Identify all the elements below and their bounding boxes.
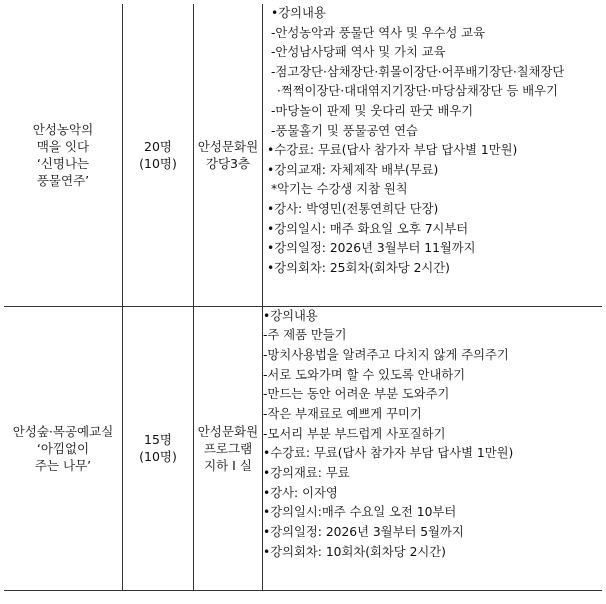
capacity-cell (123, 306, 194, 590)
program-name-line: 풍물연주’ (36, 172, 90, 188)
detail-line: •강의교재: 자체제작 배부(무료) (267, 162, 439, 177)
venue-line: 안성문화원 (197, 138, 259, 154)
capacity-line: (10명) (139, 449, 177, 464)
detail-line: •강사: 이자영 (263, 485, 338, 500)
detail-line: •강의내용 (271, 6, 326, 20)
detail-line: -망치사용법을 알려주고 다치지 않게 주의주기 (263, 347, 509, 362)
venue-line: 프로그램 (203, 440, 253, 456)
program-name-line: 안성숲·목공예교실 (12, 423, 114, 439)
detail-line: •강의재료: 무료 (263, 466, 350, 480)
program-name-line: ‘신명나는 (36, 155, 90, 171)
program-table (4, 4, 602, 591)
venue-line: 강당3층 (205, 155, 251, 171)
capacity-line: (10명) (139, 155, 177, 171)
venue-line: 안성문화원 (197, 423, 259, 439)
detail-line: -모서리 부분 부드럽게 사포질하기 (263, 426, 446, 441)
program-name-line: 주는 나무’ (34, 457, 92, 473)
detail-line: -점고장단·삼채장단·휘몰이장단·어푸배기장단·칠채장단 (271, 64, 565, 79)
detail-line: •수강료: 무료(답사 참가자 부담 답사별 1만원) (263, 446, 514, 461)
details-cell (263, 306, 603, 590)
program-name-line: 맥을 잇다 (36, 138, 90, 154)
venue-line: 지하 I 실 (204, 457, 252, 473)
program-name-cell (4, 4, 123, 306)
capacity-cell (123, 4, 194, 306)
detail-line: •강의일정: 2026년 3월부터 11월까지 (267, 241, 476, 256)
program-name-cell (4, 306, 123, 590)
detail-line: •강의일시:매주 수요일 오전 10부터 (263, 505, 457, 520)
program-name-line: 안성농악의 (32, 121, 94, 137)
detail-line: •강의회차: 10회차(회차당 2시간) (263, 544, 446, 559)
venue-cell (194, 4, 263, 306)
detail-line: -안성남사당패 역사 및 가치 교육 (271, 45, 446, 60)
detail-line: -풍물홀기 및 풍물공연 연습 (271, 123, 418, 138)
detail-line: ·쩍쩍이장단·대대엮지기장단·마당삼채장단 등 배우기 (277, 84, 558, 99)
detail-line: •강의일시: 매주 화요일 오후 7시부터 (267, 221, 469, 236)
detail-line: -주 제품 만들기 (263, 328, 347, 343)
capacity-line: 20명 (144, 138, 172, 154)
detail-line: •강사: 박영민(전통연희단 단장) (267, 201, 439, 216)
detail-line: •강의내용 (263, 308, 318, 323)
venue-cell (194, 306, 263, 590)
detail-line: •강의일정: 2026년 3월부터 5월까지 (263, 525, 464, 540)
detail-line: -안성농악과 풍물단 역사 및 우수성 교육 (271, 25, 486, 40)
detail-line: -작은 부재료로 예쁘게 꾸미기 (263, 406, 422, 421)
details-cell (263, 4, 603, 306)
detail-line: •강의회차: 25회차(회차당 2시간) (267, 260, 450, 275)
detail-line: •수강료: 무료(답사 참가자 부담 답사별 1만원) (267, 143, 518, 158)
detail-line: *악기는 수강생 지참 원칙 (271, 182, 408, 197)
program-name-line: ‘아낌없이 (36, 440, 90, 456)
capacity-line: 15명 (144, 432, 172, 447)
detail-line: -서로 도와가며 할 수 있도록 안내하기 (263, 367, 466, 382)
detail-line: -만드는 동안 어려운 부분 도와주기 (263, 387, 450, 402)
detail-line: -마당놀이 판제 및 웃다리 판굿 배우기 (271, 103, 474, 118)
